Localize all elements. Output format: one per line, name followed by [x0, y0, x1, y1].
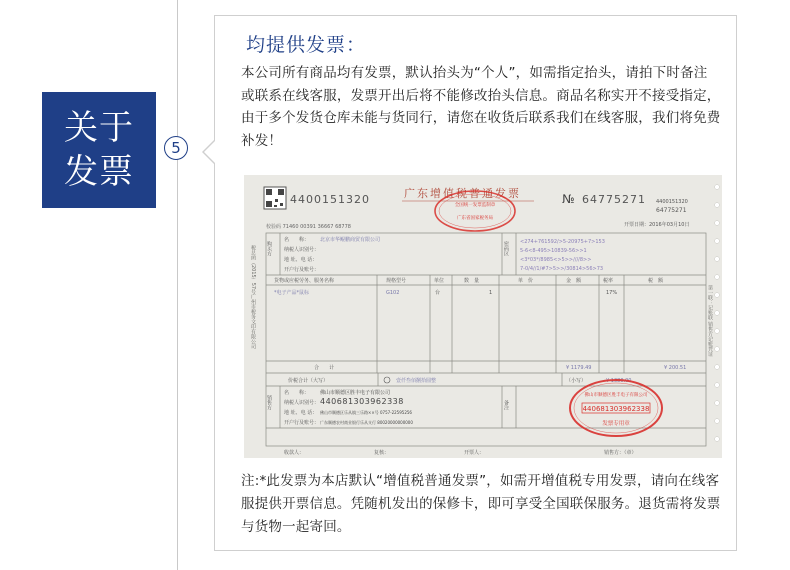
- invoice-code: 4400151320: [290, 193, 370, 206]
- cipher-line: 5-6<8-495>10839-56>>1: [520, 248, 587, 254]
- seller-bank: 广东顺德农村商业银行乐从支行 80020000000000: [320, 420, 413, 425]
- invoice-no-symbol: №: [562, 192, 575, 206]
- step-number-badge: 5: [164, 136, 188, 160]
- section-paragraph: 本公司所有商品均有发票，默认抬头为“个人”，如需指定抬头，请拍下时备注或联系在线客服，发票开出后将不能修改抬头信息。商品名称实开不接受指定，由于多个发货仓库未能与货同行，请您在收货后联系我们在线客服，我们将免费补发！: [241, 65, 721, 149]
- buyer-label: 购买方: [266, 241, 272, 256]
- buyer-name: 北京市华鲲鹏商贸有限公司: [320, 237, 381, 243]
- seller-taxid: 440681303962338: [320, 397, 404, 406]
- feed-holes-right: [715, 185, 720, 442]
- reviewer-label: 复核：: [374, 450, 390, 456]
- total-amount: ¥ 1179.49: [566, 365, 592, 371]
- item-spec: G102: [386, 290, 400, 296]
- col-price: 单 价: [518, 278, 534, 284]
- total-tax: ¥ 200.51: [664, 365, 687, 371]
- stamp-bottom-code: 440681303962338: [582, 405, 650, 413]
- col-unit: 单位: [434, 278, 445, 284]
- buyer-bank-label: 开户行及账号：: [284, 267, 320, 273]
- section-label-box: [42, 92, 156, 208]
- col-spec: 规格型号: [386, 278, 407, 284]
- col-amount: 金 额: [566, 278, 582, 284]
- section-label-line1: 关于: [64, 108, 134, 148]
- invoice-side-number: 64775271: [656, 207, 687, 214]
- total-label: 合 计: [314, 365, 335, 371]
- invoice-side-code: 4400151320: [656, 199, 688, 205]
- timeline-line: [177, 0, 178, 570]
- seller-name: 佛山市顺德区胜丰电子有限公司: [320, 390, 391, 396]
- cipher-line: 7-0/4//1/#7>5>>/30814>56>73: [520, 266, 604, 272]
- seller-footer-label: 销售方：（章）: [604, 450, 637, 456]
- col-qty: 数 量: [464, 278, 480, 284]
- tax-total-label: 价税合计（大写）: [288, 378, 329, 384]
- invoice-check-code: 校验码 71460 00391 36667 68778: [266, 224, 351, 230]
- stamp-bottom-sub: 发票专用章: [602, 421, 630, 427]
- col-goods: 货物或应税劳务、服务名称: [274, 278, 335, 284]
- invoice-number: 64775271: [582, 193, 646, 206]
- seller-taxid-label: 纳税人识别号：: [284, 400, 320, 406]
- stamp-top-text: 全国统一发票监制章: [454, 203, 496, 208]
- buyer-taxid-label: 纳税人识别号：: [284, 247, 320, 253]
- stamp-top-sub: 广东省国家税务局: [457, 216, 493, 221]
- item-rate: 17%: [606, 290, 618, 296]
- payee-label: 收款人：: [284, 450, 305, 456]
- cipher-line: <3*03*/8985<>5>>////8>>: [520, 257, 592, 263]
- seller-label: 销售方: [266, 395, 272, 410]
- side-right-text: 第一联：记账联 销售方记账凭证: [707, 285, 713, 357]
- seller-addr-label: 地 址、电 话：: [284, 410, 318, 416]
- invoice-date: 开票日期：2016年03月10日: [624, 222, 690, 228]
- item-unit: 台: [435, 290, 441, 296]
- seller-name-label: 名 称：: [284, 390, 310, 396]
- cipher-label: 密码区: [503, 241, 509, 256]
- remarks-label: 备注: [503, 400, 509, 410]
- side-left-text: 税总函（2015）57号广州市税务文印有限公司: [250, 245, 256, 350]
- buyer-addr-label: 地 址、电 话：: [284, 257, 318, 263]
- section-title: 均提供发票：: [246, 34, 367, 56]
- item-name: *电子产品*鼠标: [274, 290, 310, 296]
- tax-total-words: 壹仟叁佰捌拾圆整: [396, 378, 437, 384]
- seller-bank-label: 开户行及账号：: [284, 420, 320, 426]
- col-tax: 税 额: [648, 278, 664, 284]
- invoice-title: 广东增值税普通发票: [404, 187, 521, 200]
- invoice-note: 注:*此发票为本店默认“增值税普通发票”，如需开增值税专用发票，请向在线客服提供开票信息。凭随机发出的保修卡，即可享受全国联保服务。退货需将发票与货物一起寄回。: [241, 473, 721, 535]
- qr-code-icon: [264, 187, 286, 209]
- card-pointer: [204, 141, 215, 163]
- seller-addr: 佛山市顺德区乐从镇三乐路××号 0757-22595256: [320, 410, 412, 415]
- stamp-bottom-text: 佛山市顺德区胜丰电子有限公司: [584, 393, 648, 398]
- invoice-photo: [244, 175, 722, 458]
- item-qty: 1: [489, 290, 493, 296]
- section-label-line2: 发票: [64, 152, 134, 192]
- tax-total-small: ¥ 1380.00: [606, 378, 632, 384]
- col-rate: 税率: [603, 278, 614, 284]
- issuer-label: 开票人：: [464, 450, 485, 456]
- cipher-line: <274+761592/>5-20975+7>153: [520, 239, 605, 245]
- tax-total-small-label: （小写）: [566, 378, 587, 384]
- buyer-name-label: 名 称：: [284, 237, 310, 243]
